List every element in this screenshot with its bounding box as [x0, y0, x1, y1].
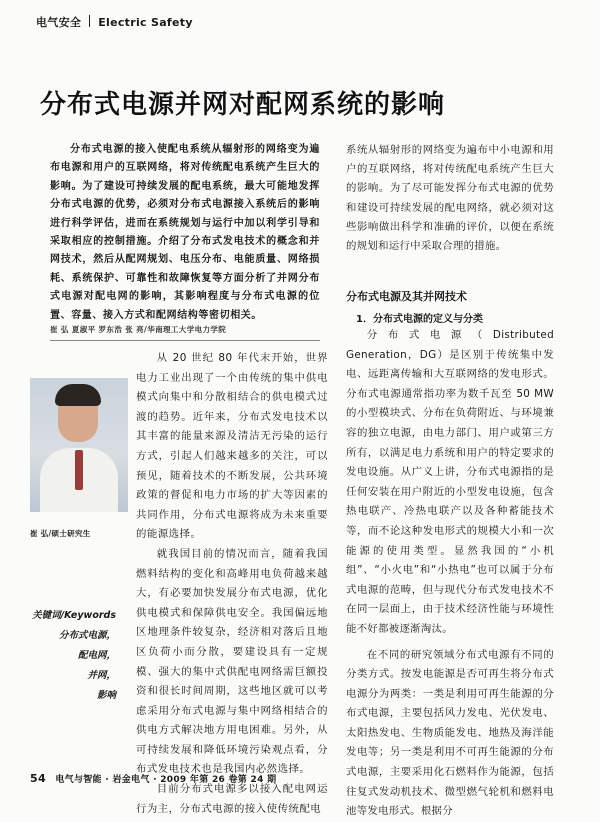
photo-tie [75, 450, 83, 490]
keywords-block [28, 606, 116, 706]
body-paragraph: 从 20 世纪 80 年代末开始，世界电力工业出现了一个由传统的集中供电模式向集中和分散相结合的供电模式过渡的趋势。近年来，分布式发电技术以其丰富的能量来源及清洁无污染的运行方式，引起人们越来越多的关注，可以预见，随着技术的不断发展，公共环境政策的督促和电力市场的扩大等因素的共同作用，分布式电源将成为未来重要的能源选择。 [136, 352, 328, 541]
section-label-en: Electric Safety [98, 16, 193, 29]
body-paragraph: 就我国目前的情况而言，随着我国燃料结构的变化和高峰用电负荷越来越大，有必要加快发展分布式电源，优化供电模式和保障供电安全。我国偏远地区地理条件较复杂，经济相对落后且地区负荷小而分散，要建设具有一定规模、强大的集中式供配电网络需巨额投资和很长时间周期，这些地区就可以考虑采用分布式电源与集中网络相结合的供电方式解决地方用电困难。另外，从可持续发展和降低环境污染观点看，分布式发电技术也是我国内必然选择。 [136, 547, 328, 776]
abstract-rule [50, 340, 320, 341]
author-photo [30, 378, 128, 512]
keywords-label: 关键词/Keywords [32, 610, 116, 621]
page-footer [30, 772, 410, 785]
author-line: 崔 弘 夏淑平 罗东浩 张 亮/华南理工大学电力学院 [50, 325, 227, 334]
keyword: 配电网， [77, 650, 116, 661]
body-column-right [346, 326, 554, 822]
photo-hair [55, 384, 101, 406]
keyword: 分布式电源， [58, 630, 116, 641]
body-paragraph: 在不同的研究领域分布式电源有不同的分类方式。按发电能源是否可再生将分布式电源分为两类：一类是利用可再生能源的分布式电源，主要包括风力发电、光伏发电、太阳热发电、生物质能发电、地热及海洋能发电等；另一类是利用不可再生能源的分布式电源，主要采用化石燃料作为能源，包括往复式发动机技术、微型燃气轮机和燃料电池等发电形式。根据分 [346, 648, 554, 818]
subsection-heading: 1．分布式电源的定义与分类 [356, 314, 483, 325]
photo-caption: 崔 弘/硕士研究生 [30, 529, 91, 538]
article-title: 分布式电源并网对配网系统的影响 [40, 90, 446, 120]
keyword: 影响 [96, 690, 116, 701]
keyword: 并网， [87, 670, 116, 681]
section-heading: 分布式电源及其并网技术 [346, 290, 467, 303]
abstract: 分布式电源的接入使配电系统从辐射形的网络变为遍布电源和用户的互联网络，将对传统配电系统产生巨大的影响。为了建设可持续发展的配电系统，最大可能地发挥分布式电源的优势，必须对分布式电源接入系统后的影响进行科学评估，进而在系统规划与运行中加以利学引导和采取相应的控制措施。介绍了分布式发电技术的概念和并网技术，然后从配网规划、电压分布、电能质量、网络损耗、系统保护、可靠性和故障恢复等方面分析了并网分布式电源对配电网的影响，其影响程度与分布式电源的位置、容量、接入方式和配网结构等密切相关。 [50, 144, 320, 321]
running-header [36, 14, 566, 32]
section-label-cn: 电气安全 [36, 16, 82, 29]
body-paragraph: 分布式电源（Distributed Generation，DG）是区别于传统集中发电、远距离传输和大互联网络的发电形式。分布式电源通常指功率为数千瓦至 50 MW 的小型模块式、分布在负荷附近、与环境兼容的独立电源，由电力部门、用户或第三方所有，以满足电力系统和用户的特定要求的发电设施。从广义上讲，分布式电源指的是任何安装在用户附近的小型发电设施，包含热电联产、冷热电联产以及各种蓄能技术等，而不论这种发电形式的规模大小和一次能源的使用类型。显然我国的“小机组”、“小火电”和“小热电”也可以属于分布式电源的范畴，但与现代分布式发电技术不在同一层面上，由于技术经济性能与环境性能不好都被逐渐淘汰。 [346, 329, 554, 635]
body-column-right-top [346, 141, 554, 256]
page-number: 54 [30, 772, 46, 785]
body-column-left [136, 349, 328, 819]
journal-masthead: 电气与智能 ∙ 岩金电气 ∙ 2009 年第 26 卷第 24 期 [55, 775, 277, 785]
body-paragraph: 系统从辐射形的网络变为遍布中小电源和用户的互联网络，将对传统配电系统产生巨大的影响。为了尽可能发挥分布式电源的优势和建设可持续发展的配电网络，就必须对这些影响做出科学和准确的评价，以便在系统的规划和运行中采取合理的措施。 [346, 144, 554, 253]
body-paragraph: 目前分布式电源多以接入配电网运行为主，分布式电源的接入使传统配电 [136, 783, 328, 815]
header-divider [89, 15, 90, 27]
